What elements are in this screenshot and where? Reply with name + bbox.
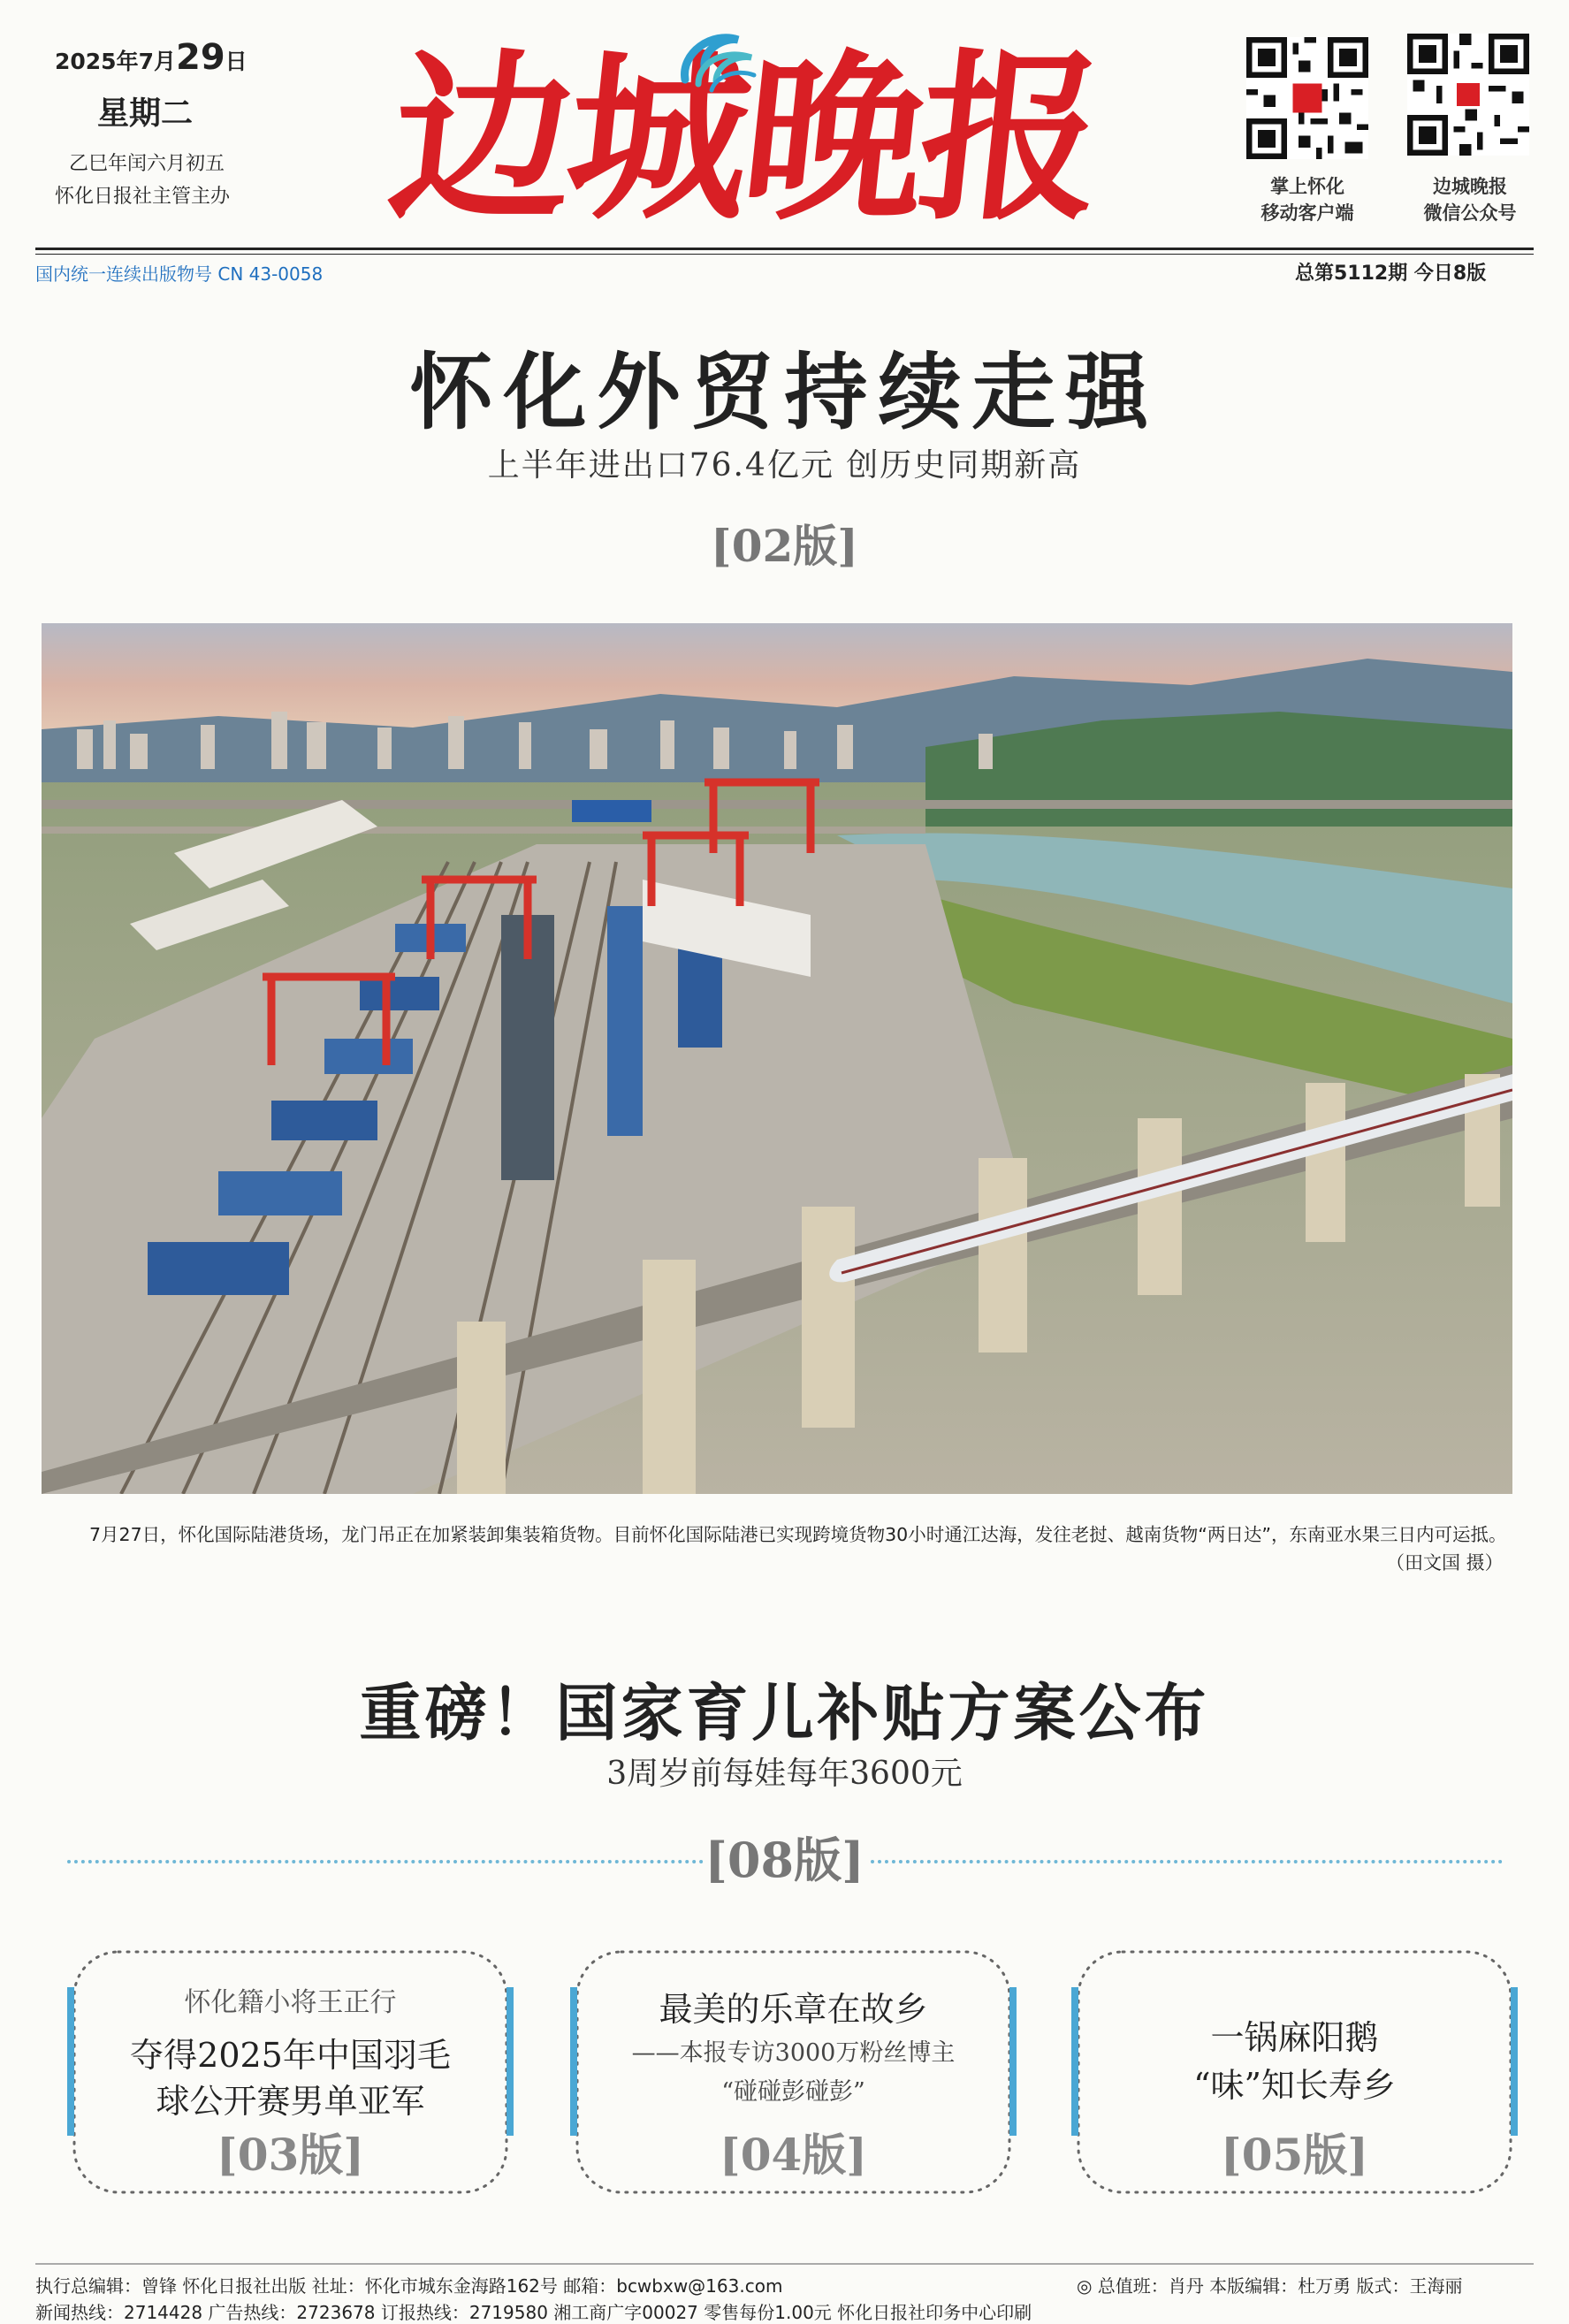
teaser-page-ref[interactable]: [04版] xyxy=(720,2129,867,2181)
masthead-divider xyxy=(35,248,1534,250)
app-qr-code-icon xyxy=(1246,37,1368,159)
teaser-title-line: 夺得2025年中国羽毛 xyxy=(130,2036,451,2075)
footer-hotlines: 新闻热线：2714428 广告热线：2723678 订报热线：2719580 湘工商广字00027 零售每份1.00元 怀化日报社印务中心印刷 xyxy=(35,2302,1032,2323)
issue-date: 2025年7月29日 xyxy=(55,37,248,78)
teaser-badminton[interactable] xyxy=(67,1948,514,2196)
teaser-kicker: 怀化籍小将王正行 xyxy=(184,1987,397,2018)
lead-headline: 怀化外贸持续走强 xyxy=(409,345,1160,441)
teaser-title-line: 最美的乐章在故乡 xyxy=(659,1990,928,2029)
second-subheadline: 3周岁前每娃每年3600元 xyxy=(606,1756,963,1792)
teaser-page-ref[interactable]: [05版] xyxy=(1221,2129,1368,2181)
footer-divider xyxy=(35,2263,1534,2265)
teaser-page-ref[interactable]: [03版] xyxy=(217,2129,364,2181)
wechat-qr-caption: 边城晚报 微信公众号 xyxy=(1423,176,1517,224)
footer-imprint: 执行总编辑：曾锋 怀化日报社出版 社址：怀化市城东金海路162号 邮箱：bcwbxw@163.com xyxy=(35,2275,783,2297)
swirl-logo-icon xyxy=(676,27,758,103)
lead-subheadline: 上半年进出口76.4亿元 创历史同期新高 xyxy=(487,447,1082,484)
masthead-divider-thin xyxy=(35,254,1534,255)
lunar-date: 乙巳年闰六月初五 xyxy=(69,153,225,175)
teaser-blogger[interactable] xyxy=(570,1948,1017,2196)
second-page-ref[interactable]: [08版] xyxy=(705,1832,864,1888)
publisher: 怀化日报社主管主办 xyxy=(55,186,231,208)
photo-caption: 7月27日，怀化国际陆港货场，龙门吊正在加紧装卸集装箱货物。目前怀化国际陆港已实现跨境货物30小时通江达海，发往老挝、越南货物“两日达”，东南亚水果三日内可运抵。 xyxy=(89,1524,1507,1545)
teaser-mayang-goose[interactable] xyxy=(1071,1948,1518,2196)
teaser-title-line: 一锅麻阳鹅 xyxy=(1210,2018,1379,2057)
teaser-subtitle: “碰碰彭碰彭” xyxy=(721,2078,865,2106)
teaser-title-line: “味”知长寿乡 xyxy=(1193,2066,1396,2105)
teaser-title-line: 球公开赛男单亚军 xyxy=(156,2082,425,2121)
footer-editors: ◎ 总值班：肖丹 本版编辑：杜万勇 版式：王海丽 xyxy=(1077,2275,1463,2297)
teaser-subtitle: ——本报专访3000万粉丝博主 xyxy=(631,2039,956,2067)
wechat-qr-code-icon xyxy=(1407,34,1529,156)
weekday: 星期二 xyxy=(97,95,194,132)
second-headline: 重磅！国家育儿补贴方案公布 xyxy=(359,1676,1210,1749)
issue-info: 总第5112期 今日8版 xyxy=(1295,263,1487,285)
lead-page-ref[interactable]: [02版] xyxy=(711,520,858,572)
lead-photo xyxy=(42,623,1512,1494)
serial-number: 国内统一连续出版物号 CN 43-0058 xyxy=(35,263,324,285)
photo-credit: （田文国 摄） xyxy=(1386,1552,1504,1573)
app-qr-caption: 掌上怀化 移动客户端 xyxy=(1261,176,1354,224)
newspaper-title: 边城晚报 xyxy=(381,33,1108,245)
